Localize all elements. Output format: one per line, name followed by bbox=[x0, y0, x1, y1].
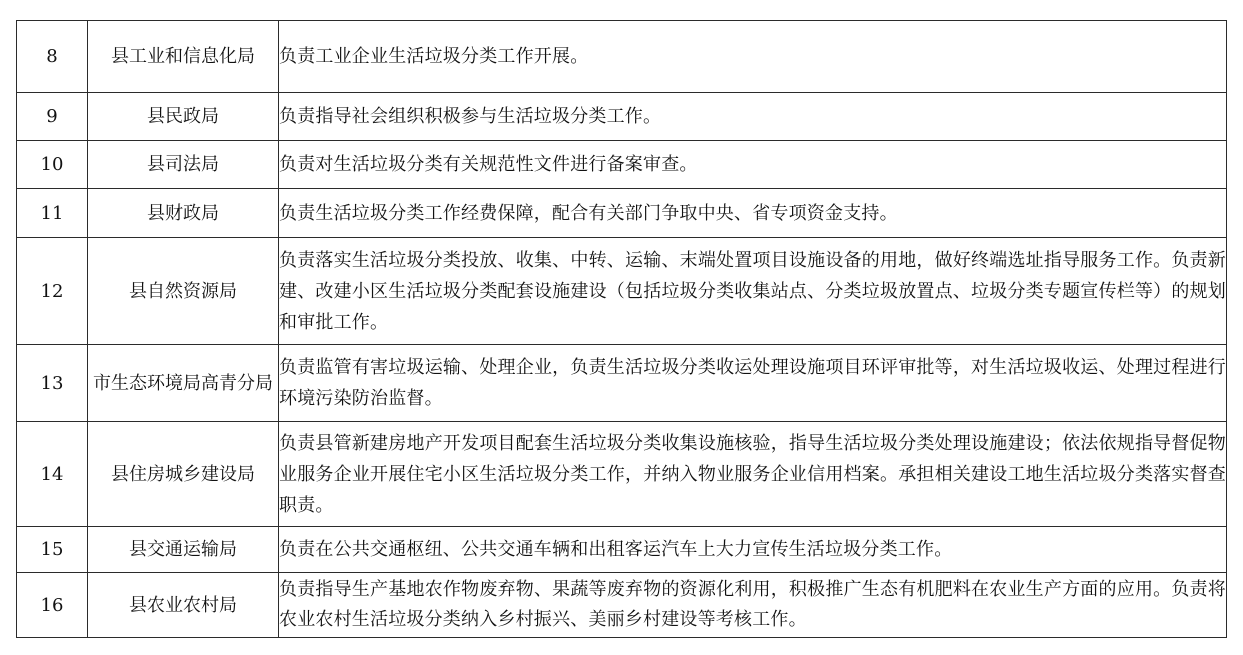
table-row bbox=[17, 238, 1227, 345]
department-name: 县农业农村局 bbox=[88, 573, 279, 638]
duty-description: 负责县管新建房地产开发项目配套生活垃圾分类收集设施核验，指导生活垃圾分类处理设施建设；依法依规指导督促物业服务企业开展住宅小区生活垃圾分类工作，并纳入物业服务企业信用档案。承担相关建设工地生活垃圾分类落实督查职责。 bbox=[279, 422, 1227, 527]
duty-description: 负责生活垃圾分类工作经费保障，配合有关部门争取中央、省专项资金支持。 bbox=[279, 189, 1227, 238]
table-row bbox=[17, 422, 1227, 527]
table-row bbox=[17, 189, 1227, 238]
department-name: 县民政局 bbox=[88, 93, 279, 141]
department-name: 县住房城乡建设局 bbox=[88, 422, 279, 527]
table-row bbox=[17, 141, 1227, 189]
department-name: 县交通运输局 bbox=[88, 527, 279, 573]
department-name: 县司法局 bbox=[88, 141, 279, 189]
row-number: 10 bbox=[17, 141, 88, 189]
department-name: 县自然资源局 bbox=[88, 238, 279, 345]
row-number: 16 bbox=[17, 573, 88, 638]
duty-description: 负责指导社会组织积极参与生活垃圾分类工作。 bbox=[279, 93, 1227, 141]
row-number: 11 bbox=[17, 189, 88, 238]
table-row bbox=[17, 93, 1227, 141]
duty-description: 负责指导生产基地农作物废弃物、果蔬等废弃物的资源化利用，积极推广生态有机肥料在农业生产方面的应用。负责将农业农村生活垃圾分类纳入乡村振兴、美丽乡村建设等考核工作。 bbox=[279, 573, 1227, 638]
duty-description: 负责在公共交通枢纽、公共交通车辆和出租客运汽车上大力宣传生活垃圾分类工作。 bbox=[279, 527, 1227, 573]
row-number: 12 bbox=[17, 238, 88, 345]
duty-description: 负责对生活垃圾分类有关规范性文件进行备案审查。 bbox=[279, 141, 1227, 189]
department-name: 县工业和信息化局 bbox=[88, 21, 279, 93]
table-row bbox=[17, 573, 1227, 638]
duty-description: 负责工业企业生活垃圾分类工作开展。 bbox=[279, 21, 1227, 93]
table-row bbox=[17, 527, 1227, 573]
duty-table bbox=[16, 20, 1227, 638]
row-number: 9 bbox=[17, 93, 88, 141]
row-number: 14 bbox=[17, 422, 88, 527]
table-row bbox=[17, 345, 1227, 422]
row-number: 8 bbox=[17, 21, 88, 93]
department-name: 市生态环境局高青分局 bbox=[88, 345, 279, 422]
table-row bbox=[17, 21, 1227, 93]
row-number: 15 bbox=[17, 527, 88, 573]
department-name: 县财政局 bbox=[88, 189, 279, 238]
duty-description: 负责落实生活垃圾分类投放、收集、中转、运输、末端处置项目设施设备的用地，做好终端选址指导服务工作。负责新建、改建小区生活垃圾分类配套设施建设（包括垃圾分类收集站点、分类垃圾放置点、垃圾分类专题宣传栏等）的规划和审批工作。 bbox=[279, 238, 1227, 345]
duty-description: 负责监管有害垃圾运输、处理企业，负责生活垃圾分类收运处理设施项目环评审批等，对生活垃圾收运、处理过程进行环境污染防治监督。 bbox=[279, 345, 1227, 422]
row-number: 13 bbox=[17, 345, 88, 422]
